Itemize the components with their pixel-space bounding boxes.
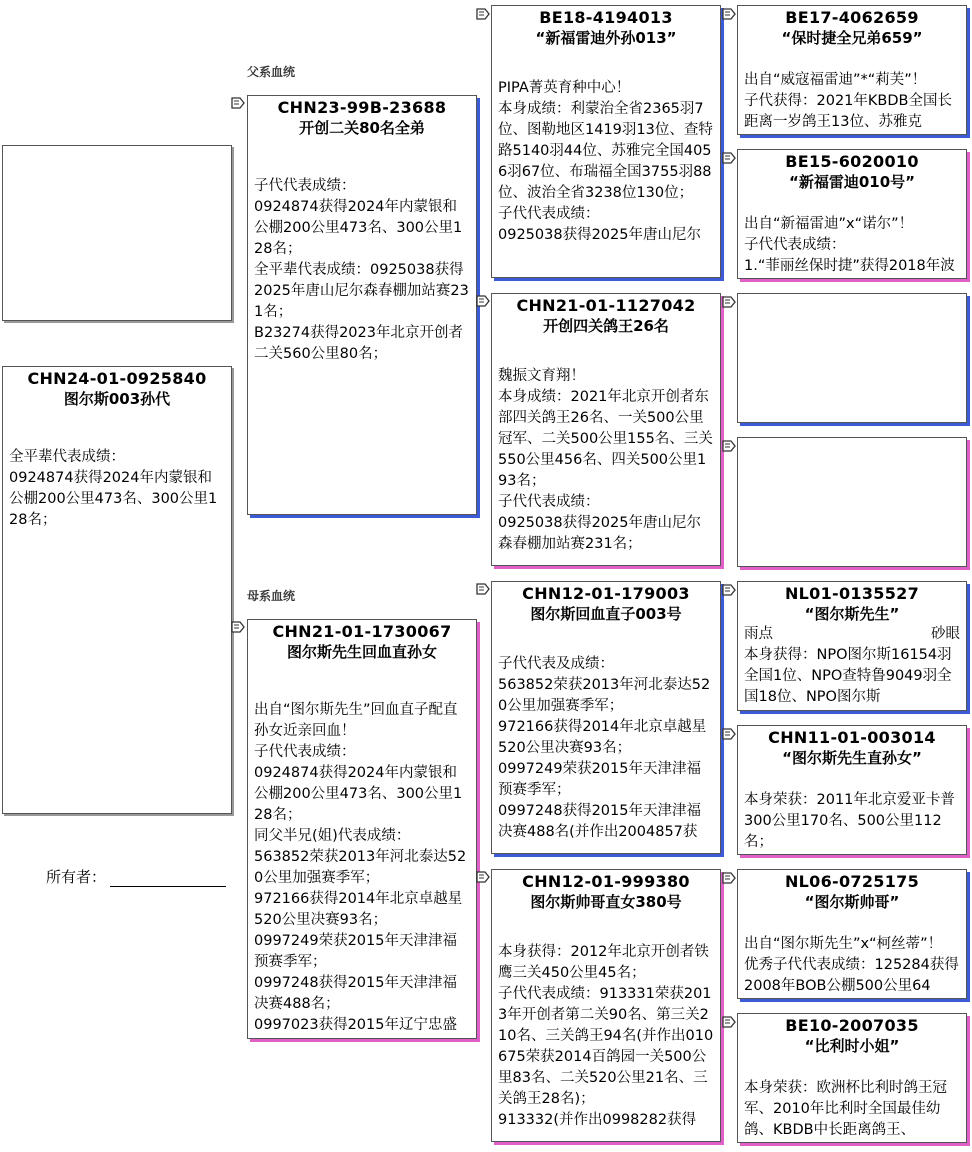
expand-marker-icon[interactable] <box>721 150 737 166</box>
dds-ring: NL06-0725175 <box>784 872 920 891</box>
ssd-card[interactable] <box>737 149 967 279</box>
expand-marker-icon[interactable] <box>721 294 737 310</box>
eye-traits <box>738 624 966 645</box>
expand-marker-icon[interactable] <box>475 293 491 309</box>
expand-marker-icon[interactable] <box>721 6 737 22</box>
paternal-label: 父系血统 <box>247 65 296 79</box>
dss-card[interactable] <box>737 581 967 711</box>
sd-ring: CHN21-01-1127042 <box>516 296 696 315</box>
ddd-ring: BE10-2007035 <box>785 1016 919 1035</box>
dsd-ring: CHN11-01-003014 <box>768 728 936 747</box>
ds-ring: CHN12-01-179003 <box>522 584 690 603</box>
ds-body: 子代代表及成绩： 563852荣获2013年河北泰达520公里加强赛季军； 972166获得2014年北京卓越星520公里决赛93名； 0997249荣获2015年天津津福预赛季军； 0997248获得2015年天津津福决赛488名(并作出2004857获 <box>498 656 711 840</box>
sds-card[interactable] <box>737 293 967 423</box>
sss-body: 出自“威寇福雷迪”*“莉芙”！ 子代获得：2021年KBDB全国长距离一岁鸽王13位、苏雅克 <box>744 72 952 130</box>
dsd-name: “图尔斯先生直孙女” <box>782 749 922 767</box>
sire-ring: CHN23-99B-23688 <box>277 98 447 117</box>
sss-name: “保时捷全兄弟659” <box>781 29 923 47</box>
dds-card[interactable] <box>737 869 967 999</box>
ss-name: “新福雷迪外孙013” <box>535 29 677 47</box>
dd-ring: CHN12-01-999380 <box>522 872 690 891</box>
subject-name: 图尔斯003孙代 <box>63 390 171 408</box>
sd-card[interactable] <box>491 293 721 566</box>
dam-ring: CHN21-01-1730067 <box>272 622 452 641</box>
ddd-card[interactable] <box>737 1013 967 1143</box>
ssd-name: “新福雷迪010号” <box>788 173 916 191</box>
dsd-body: 本身荣获：2011年北京爱亚卡普300公里170名、500公里112名； <box>744 792 955 850</box>
ss-card[interactable] <box>491 5 721 278</box>
dds-name: “图尔斯帅哥” <box>804 893 900 911</box>
dd-name: 图尔斯帅哥直女380号 <box>530 893 682 911</box>
expand-marker-icon[interactable] <box>721 870 737 886</box>
dds-body: 出自“图尔斯先生”x“柯丝蒂”！ 优秀子代代表成绩：125284获得2008年BOB公棚500公里64 <box>744 936 959 994</box>
dd-body: 本身获得：2012年北京开创者铁鹰三关450公里45名； 子代代表成绩：913331荣获2013年开创者第二关90名、第三关210名、三关鸽王94名(并作出010675荣获2014百鸽园一关500公里83名、二关520公里21名、三关鸽王28名)； 913332(并作出0998282获得 <box>498 944 714 1128</box>
expand-marker-icon[interactable] <box>721 726 737 742</box>
ssd-body: 出自“新福雷迪”x“诺尔”！ 子代代表成绩： 1.“菲丽丝保时捷”获得2018年波 <box>744 216 955 274</box>
sd-name: 开创四关鸽王26名 <box>543 317 669 335</box>
expand-marker-icon[interactable] <box>475 581 491 597</box>
owner-underline <box>110 872 226 887</box>
subject-card[interactable] <box>2 366 232 814</box>
sire-card[interactable] <box>247 95 477 515</box>
ds-name: 图尔斯回血直子003号 <box>530 605 682 623</box>
owner-field[interactable] <box>46 866 226 887</box>
ss-ring: BE18-4194013 <box>539 8 673 27</box>
expand-marker-icon[interactable] <box>475 6 491 22</box>
ddd-body: 本身荣获：欧洲杯比利时鸽王冠军、2010年比利时全国最佳幼鸽、KBDB中长距离鸽王、 <box>744 1080 947 1138</box>
subject-ring: CHN24-01-0925840 <box>27 369 207 388</box>
expand-marker-icon[interactable] <box>230 95 246 111</box>
ss-body: PIPA菁英育种中心！ 本身成绩：利蒙治全省2365羽7位、图勒地区1419羽13位、查特路5140羽44位、苏雅完全国4056羽67位、布瑞福全国3755羽88位、波治全省3238位130位； 子代代表成绩： 0925038获得2025年唐山尼尔 <box>498 80 713 243</box>
dss-body: 本身获得：NPO图尔斯16154羽全国1位、NPO查特鲁9049羽全国18位、NPO图尔斯 <box>744 647 952 705</box>
sire-name: 开创二关80名全弟 <box>299 119 425 137</box>
eye-right: 砂眼 <box>931 626 960 642</box>
subject-body: 全平辈代表成绩： 0924874获得2024年内蒙银和公棚200公里473名、300公里128名； <box>9 449 218 528</box>
maternal-label: 母系血统 <box>247 589 296 603</box>
dss-ring: NL01-0135527 <box>784 584 920 603</box>
dss-name: “图尔斯先生” <box>804 605 900 623</box>
sire-body: 子代代表成绩： 0924874获得2024年内蒙银和公棚200公里473名、300公里128名； 全平辈代表成绩：0925038获得2025年唐山尼尔森春棚加站赛231名； B23274获得2023年北京开创者二关560公里80名； <box>254 178 469 362</box>
sss-ring: BE17-4062659 <box>785 8 919 27</box>
dd-card[interactable] <box>491 869 721 1142</box>
dam-body: 出自“图尔斯先生”回血直子配直孙女近亲回血！ 子代代表成绩： 0924874获得2024年内蒙银和公棚200公里473名、300公里128名； 同父半兄(姐)代表成绩： 563852荣获2013年河北泰达520公里加强赛季军； 972166获得2014年北京卓越星520公里决赛93名； 0997249荣获2015年天津津福预赛季军； 0997248获得2015年天津津福决赛488名； 0997023获得2015年辽宁忠盛 <box>254 702 467 1033</box>
expand-marker-icon[interactable] <box>721 582 737 598</box>
dsd-card[interactable] <box>737 725 967 855</box>
owner-label: 所有者： <box>46 868 107 886</box>
expand-marker-icon[interactable] <box>721 438 737 454</box>
dam-card[interactable] <box>247 619 477 1039</box>
sdd-card[interactable] <box>737 437 967 567</box>
expand-marker-icon[interactable] <box>721 1014 737 1030</box>
eye-left: 雨点 <box>744 626 773 642</box>
ssd-ring: BE15-6020010 <box>785 152 919 171</box>
sss-card[interactable] <box>737 5 967 135</box>
ddd-name: “比利时小姐” <box>804 1037 900 1055</box>
sd-body: 魏振文育翔！ 本身成绩：2021年北京开创者东部四关鸽王26名、一关500公里冠军、二关500公里155名、三关550公里456名、四关500公里193名； 子代代表成绩： 0925038获得2025年唐山尼尔森春棚加站赛231名； <box>498 368 713 552</box>
expand-marker-icon[interactable] <box>475 869 491 885</box>
ds-card[interactable] <box>491 581 721 854</box>
dam-name: 图尔斯先生回血直孙女 <box>286 643 437 661</box>
expand-marker-icon[interactable] <box>230 619 246 635</box>
empty-photo-box <box>2 145 232 321</box>
